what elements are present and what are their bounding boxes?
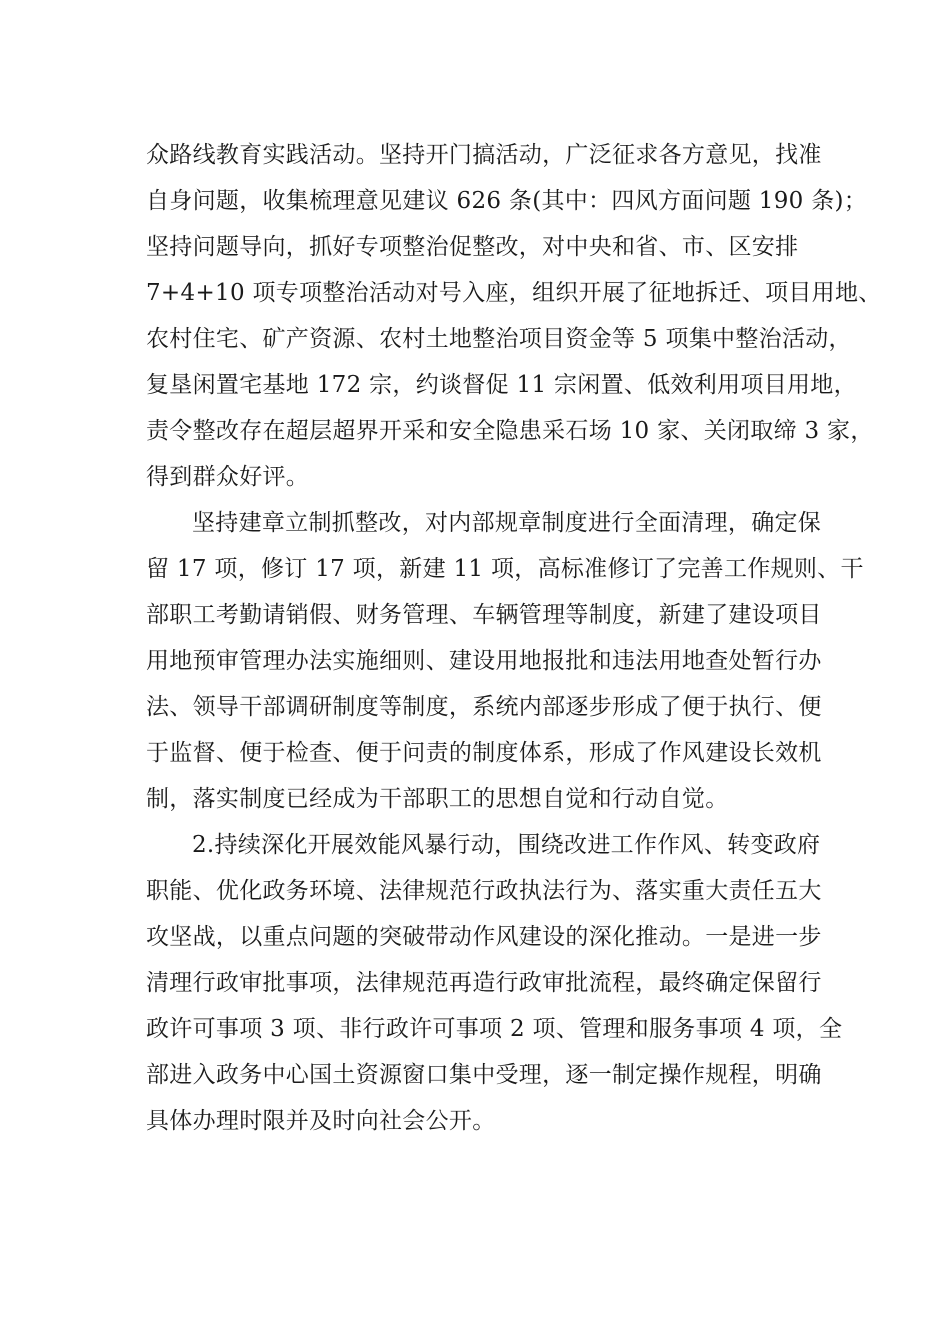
text-line: 责令整改存在超层超界开采和安全隐患采石场 10 家、关闭取缔 3 家， <box>146 418 874 444</box>
text-line: 2.持续深化开展效能风暴行动，围绕改进工作作风、转变政府 <box>192 832 821 858</box>
text-line: 职能、优化政务环境、法律规范行政执法行为、落实重大责任五大 <box>146 878 822 904</box>
paragraph-1 <box>146 132 882 500</box>
text-line: 农村住宅、矿产资源、农村土地整治项目资金等 5 项集中整治活动， <box>146 326 852 352</box>
text-line: 用地预审管理办法实施细则、建设用地报批和违法用地查处暂行办 <box>146 648 822 674</box>
text-line: 得到群众好评。 <box>146 464 310 490</box>
text-line: 部职工考勤请销假、财务管理、车辆管理等制度，新建了建设项目 <box>146 602 822 628</box>
text-line: 坚持建章立制抓整改，对内部规章制度进行全面清理，确定保 <box>192 510 822 536</box>
text-line: 众路线教育实践活动。坚持开门搞活动，广泛征求各方意见，找准 <box>146 142 822 168</box>
text-line: 部进入政务中心国土资源窗口集中受理，逐一制定操作规程，明确 <box>146 1062 822 1088</box>
text-line: 具体办理时限并及时向社会公开。 <box>146 1108 496 1134</box>
text-line: 留 17 项，修订 17 项，新建 11 项，高标准修订了完善工作规则、干 <box>146 556 864 582</box>
text-line: 政许可事项 3 项、非行政许可事项 2 项、管理和服务事项 4 项，全 <box>146 1016 843 1042</box>
text-line: 制，落实制度已经成为干部职工的思想自觉和行动自觉。 <box>146 786 729 812</box>
text-line: 于监督、便于检查、便于问责的制度体系，形成了作风建设长效机 <box>146 740 822 766</box>
paragraph-3 <box>146 822 843 1144</box>
document-body <box>146 132 882 1144</box>
paragraph-2 <box>146 500 864 822</box>
text-line: 复垦闲置宅基地 172 宗，约谈督促 11 宗闲置、低效利用项目用地， <box>146 372 857 398</box>
text-line: 坚持问题导向，抓好专项整治促整改，对中央和省、市、区安排 <box>146 234 799 260</box>
text-line: 自身问题，收集梳理意见建议 626 条(其中：四风方面问题 190 条)； <box>146 188 868 214</box>
text-line: 攻坚战，以重点问题的突破带动作风建设的深化推动。一是进一步 <box>146 924 822 950</box>
text-line: 清理行政审批事项，法律规范再造行政审批流程，最终确定保留行 <box>146 970 822 996</box>
text-line: 7+4+10 项专项整治活动对号入座，组织开展了征地拆迁、项目用地、 <box>146 280 882 306</box>
text-line: 法、领导干部调研制度等制度，系统内部逐步形成了便于执行、便 <box>146 694 822 720</box>
